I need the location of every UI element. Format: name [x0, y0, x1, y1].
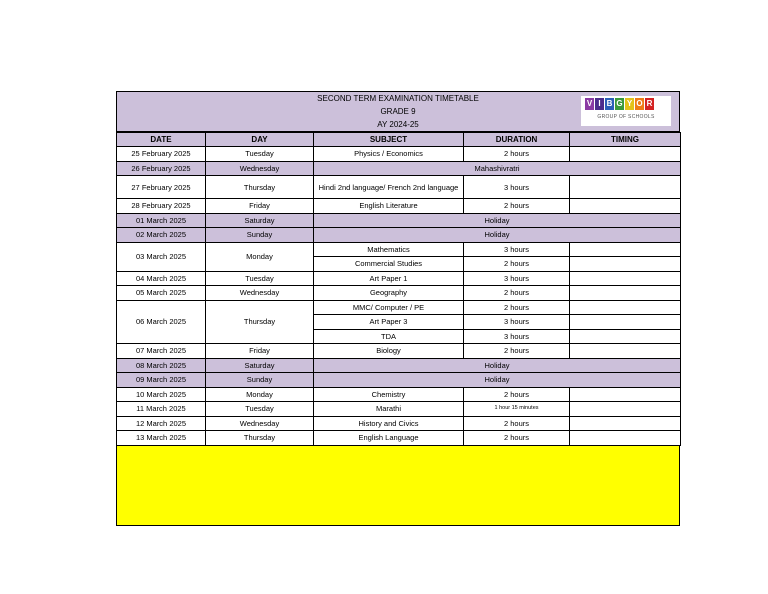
logo-letter: G: [616, 99, 623, 108]
date-cell: 10 March 2025: [117, 387, 206, 402]
col-header-day: DAY: [206, 133, 314, 147]
duration-cell: 2 hours: [464, 416, 570, 431]
table-row: [117, 286, 681, 301]
day-cell: Tuesday: [206, 402, 314, 417]
timing-cell: [570, 242, 681, 257]
subject-cell: TDA: [314, 329, 464, 344]
timing-cell: [570, 402, 681, 417]
table-row: [117, 161, 681, 176]
subject-cell: Geography: [314, 286, 464, 301]
date-cell: 03 March 2025: [117, 242, 206, 271]
day-cell: Thursday: [206, 176, 314, 199]
date-cell: 07 March 2025: [117, 344, 206, 359]
timing-cell: [570, 416, 681, 431]
logo-letter: B: [606, 99, 613, 108]
duration-cell: 2 hours: [464, 147, 570, 162]
day-cell: Thursday: [206, 431, 314, 446]
timing-cell: [570, 387, 681, 402]
timing-cell: [570, 199, 681, 214]
duration-cell: 3 hours: [464, 242, 570, 257]
day-cell: Wednesday: [206, 416, 314, 431]
day-cell: Saturday: [206, 213, 314, 228]
grade-label: GRADE 9: [380, 107, 416, 116]
table-row: [117, 213, 681, 228]
col-header-subject: SUBJECT: [314, 133, 464, 147]
subject-cell: English Language: [314, 431, 464, 446]
date-cell: 01 March 2025: [117, 213, 206, 228]
day-cell: Tuesday: [206, 271, 314, 286]
timing-cell: [570, 300, 681, 315]
table-row: [117, 402, 681, 417]
logo-letter: V: [586, 99, 593, 108]
date-cell: 05 March 2025: [117, 286, 206, 301]
date-cell: 13 March 2025: [117, 431, 206, 446]
date-cell: 09 March 2025: [117, 373, 206, 388]
academic-year-label: AY 2024-25: [377, 120, 419, 129]
subject-cell: Mathematics: [314, 242, 464, 257]
col-header-timing: TIMING: [570, 133, 681, 147]
day-cell: Sunday: [206, 228, 314, 243]
timing-cell: [570, 147, 681, 162]
table-row: [117, 344, 681, 359]
day-cell: Monday: [206, 387, 314, 402]
table-row: [117, 387, 681, 402]
subject-cell: Biology: [314, 344, 464, 359]
subject-cell: Art Paper 3: [314, 315, 464, 330]
date-cell: 04 March 2025: [117, 271, 206, 286]
duration-cell: 3 hours: [464, 329, 570, 344]
table-row: [117, 373, 681, 388]
holiday-note-cell: Holiday: [314, 373, 681, 388]
timing-cell: [570, 329, 681, 344]
date-cell: 11 March 2025: [117, 402, 206, 417]
logo-letter: Y: [626, 99, 633, 108]
table-row: [117, 358, 681, 373]
subject-cell: Physics / Economics: [314, 147, 464, 162]
date-cell: 28 February 2025: [117, 199, 206, 214]
day-cell: Saturday: [206, 358, 314, 373]
subject-cell: History and Civics: [314, 416, 464, 431]
day-cell: Thursday: [206, 300, 314, 344]
day-cell: Wednesday: [206, 161, 314, 176]
timing-cell: [570, 431, 681, 446]
timetable-table: [116, 132, 681, 446]
day-cell: Tuesday: [206, 147, 314, 162]
timing-cell: [570, 257, 681, 272]
date-cell: 26 February 2025: [117, 161, 206, 176]
duration-cell: 3 hours: [464, 315, 570, 330]
day-cell: Wednesday: [206, 286, 314, 301]
date-cell: 02 March 2025: [117, 228, 206, 243]
col-header-date: DATE: [117, 133, 206, 147]
table-row: [117, 416, 681, 431]
duration-cell: 1 hour 15 minutes: [464, 402, 570, 417]
timing-cell: [570, 176, 681, 199]
logo-letter: R: [646, 99, 653, 108]
duration-cell: 2 hours: [464, 257, 570, 272]
day-cell: Friday: [206, 199, 314, 214]
day-cell: Sunday: [206, 373, 314, 388]
table-header-row: [117, 133, 681, 147]
timing-cell: [570, 315, 681, 330]
col-header-duration: DURATION: [464, 133, 570, 147]
holiday-note-cell: Mahashivratri: [314, 161, 681, 176]
holiday-note-cell: Holiday: [314, 213, 681, 228]
duration-cell: 2 hours: [464, 199, 570, 214]
table-row: [117, 271, 681, 286]
timetable-sheet: [116, 91, 680, 526]
logo-subtitle: GROUP OF SCHOOLS: [597, 114, 655, 120]
timing-cell: [570, 286, 681, 301]
subject-cell: Art Paper 1: [314, 271, 464, 286]
date-cell: 27 February 2025: [117, 176, 206, 199]
logo-letter: I: [595, 98, 604, 110]
logo-letters: [585, 98, 654, 110]
duration-cell: 2 hours: [464, 387, 570, 402]
page-title: SECOND TERM EXAMINATION TIMETABLE: [317, 94, 479, 103]
date-cell: 12 March 2025: [117, 416, 206, 431]
logo-letter: O: [636, 99, 643, 108]
table-row: [117, 431, 681, 446]
vibgyor-logo: [581, 96, 671, 126]
table-row: [117, 199, 681, 214]
table-row: [117, 176, 681, 199]
date-cell: 06 March 2025: [117, 300, 206, 344]
timetable-header: [116, 91, 680, 132]
subject-cell: MMC/ Computer / PE: [314, 300, 464, 315]
duration-cell: 2 hours: [464, 300, 570, 315]
subject-cell: Commercial Studies: [314, 257, 464, 272]
duration-cell: 2 hours: [464, 286, 570, 301]
duration-cell: 2 hours: [464, 344, 570, 359]
day-cell: Monday: [206, 242, 314, 271]
table-row: [117, 300, 681, 315]
subject-cell: English Literature: [314, 199, 464, 214]
day-cell: Friday: [206, 344, 314, 359]
subject-cell: Marathi: [314, 402, 464, 417]
subject-cell: Chemistry: [314, 387, 464, 402]
timing-cell: [570, 271, 681, 286]
timing-cell: [570, 344, 681, 359]
footer-yellow-block: [116, 446, 680, 526]
duration-cell: 3 hours: [464, 176, 570, 199]
table-row: [117, 242, 681, 257]
table-row: [117, 228, 681, 243]
duration-cell: 2 hours: [464, 431, 570, 446]
subject-cell: Hindi 2nd language/ French 2nd language: [314, 176, 464, 199]
holiday-note-cell: Holiday: [314, 358, 681, 373]
holiday-note-cell: Holiday: [314, 228, 681, 243]
duration-cell: 3 hours: [464, 271, 570, 286]
date-cell: 08 March 2025: [117, 358, 206, 373]
date-cell: 25 February 2025: [117, 147, 206, 162]
table-row: [117, 147, 681, 162]
